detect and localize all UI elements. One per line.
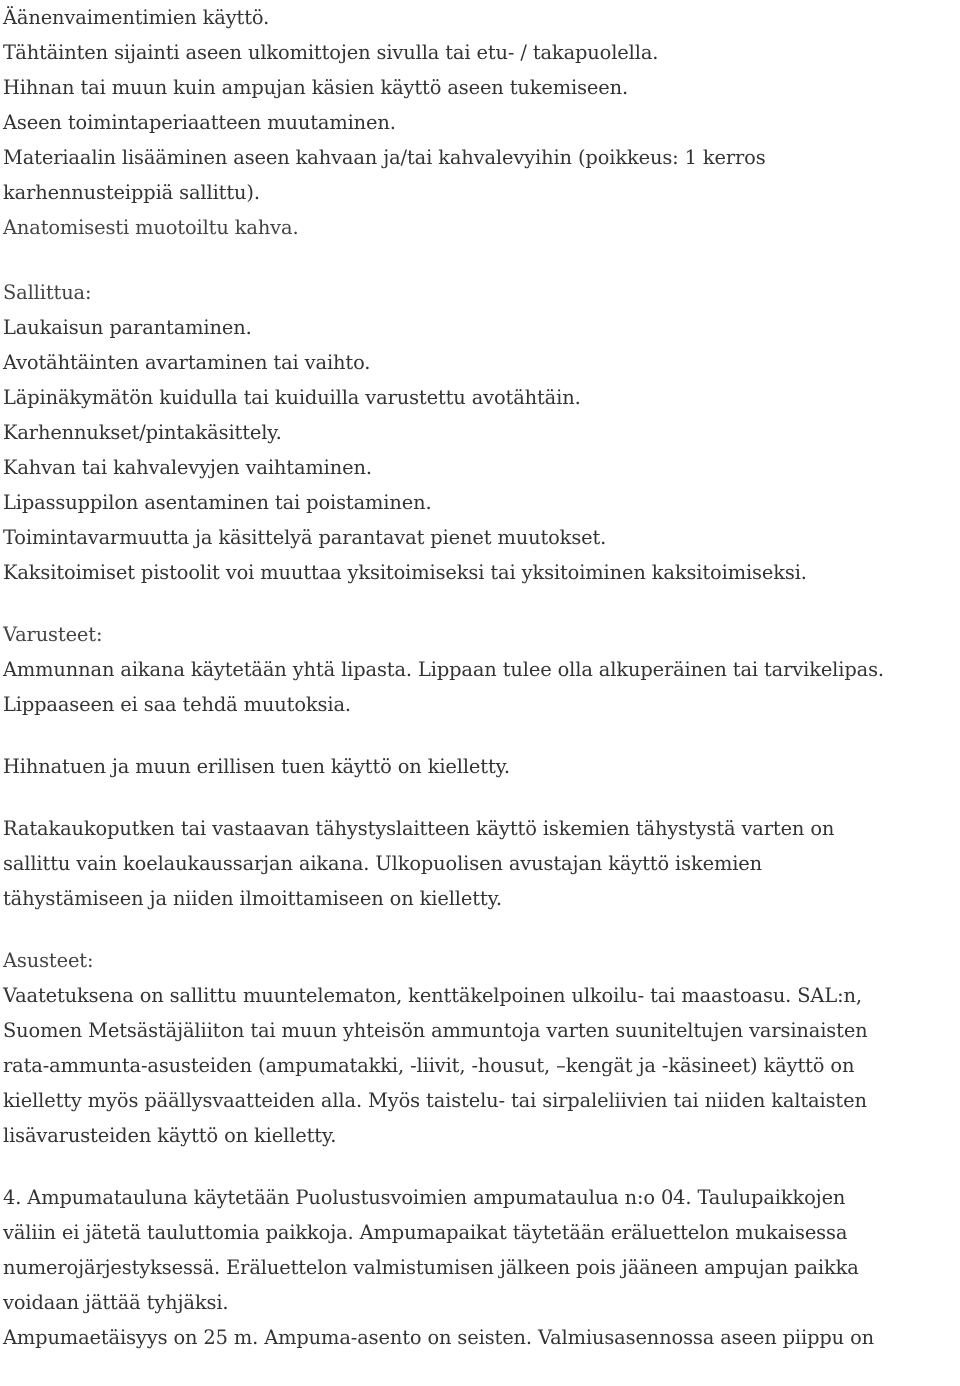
paragraph-line: 4. Ampumatauluna käytetään Puolustusvoimien ampumataulua n:o 04. Taulupaikkojen: [3, 1186, 846, 1209]
spotting-rule-paragraph: [3, 811, 959, 916]
equipment-line: Ammunnan aikana käytetään yhtä lipasta. Lippaan tulee olla alkuperäinen tai tarvikelipas.: [3, 658, 884, 681]
clothing-line: lisävarusteiden käyttö on kielletty.: [3, 1124, 337, 1147]
paragraph-line: sallittu vain koelaukaussarjan aikana. Ulkopuolisen avustajan käyttö iskemien: [3, 852, 763, 875]
document-body: [3, 0, 959, 1355]
equipment-section: [3, 617, 959, 722]
restriction-line: Aseen toimintaperiaatteen muutaminen.: [3, 111, 396, 134]
restriction-line: Hihnan tai muun kuin ampujan käsien käyttö aseen tukemiseen.: [3, 76, 629, 99]
paragraph-line: numerojärjestyksessä. Eräluettelon valmistumisen jälkeen pois jääneen ampujan paikka: [3, 1256, 859, 1279]
strap-rule-paragraph: [3, 749, 959, 784]
clothing-line: kielletty myös päällysvaatteiden alla. Myös taistelu- tai sirpaleliivien tai niiden kaltaisten: [3, 1089, 867, 1112]
paragraph-line: Hihnatuen ja muun erillisen tuen käyttö on kielletty.: [3, 755, 510, 778]
section-heading: Varusteet:: [3, 623, 103, 646]
paragraph-line: Ratakaukoputken tai vastaavan tähystyslaitteen käyttö iskemien tähystystä varten on: [3, 817, 835, 840]
clothing-line: rata-ammunta-asusteiden (ampumatakki, -liivit, -housut, –kengät ja -käsineet) käyttö on: [3, 1054, 855, 1077]
clothing-line: Suomen Metsästäjäliiton tai muun yhteisön ammuntoja varten suuniteltujen varsinaisten: [3, 1019, 868, 1042]
restriction-line: Materiaalin lisääminen aseen kahvaan ja/tai kahvalevyihin (poikkeus: 1 kerros: [3, 146, 766, 169]
allowed-line: Avotähtäinten avartaminen tai vaihto.: [3, 351, 371, 374]
allowed-line: Karhennukset/pintakäsittely.: [3, 421, 282, 444]
paragraph-line: tähystämiseen ja niiden ilmoittamiseen on kielletty.: [3, 887, 502, 910]
clothing-section: [3, 943, 959, 1153]
allowed-line: Laukaisun parantaminen.: [3, 316, 252, 339]
restriction-line: Tähtäinten sijainti aseen ulkomittojen sivulla tai etu- / takapuolella.: [3, 41, 659, 64]
paragraph-line: voidaan jättää tyhjäksi.: [3, 1291, 229, 1314]
paragraph-line: Ampumaetäisyys on 25 m. Ampuma-asento on seisten. Valmiusasennossa aseen piippu on: [3, 1326, 875, 1349]
paragraph-line: väliin ei jätetä tauluttomia paikkoja. Ampumapaikat täytetään eräluettelon mukaisessa: [3, 1221, 848, 1244]
equipment-line: Lippaaseen ei saa tehdä muutoksia.: [3, 693, 351, 716]
target-paragraph: [3, 1180, 959, 1355]
restriction-line: karhennusteippiä sallittu).: [3, 181, 260, 204]
allowed-line: Toimintavarmuutta ja käsittelyä parantavat pienet muutokset.: [3, 526, 607, 549]
allowed-section: [3, 275, 959, 590]
allowed-line: Kaksitoimiset pistoolit voi muuttaa yksitoimiseksi tai yksitoiminen kaksitoimiseksi.: [3, 561, 807, 584]
restriction-line: Anatomisesti muotoiltu kahva.: [3, 216, 299, 239]
allowed-line: Läpinäkymätön kuidulla tai kuiduilla varustettu avotähtäin.: [3, 386, 581, 409]
clothing-line: Vaatetuksena on sallittu muuntelematon, kenttäkelpoinen ulkoilu- tai maastoasu. SAL:n,: [3, 984, 862, 1007]
section-heading: Asusteet:: [3, 949, 94, 972]
allowed-line: Lipassuppilon asentaminen tai poistaminen.: [3, 491, 432, 514]
restrictions-list: [3, 0, 959, 245]
restriction-line: Äänenvaimentimien käyttö.: [3, 6, 270, 29]
allowed-line: Kahvan tai kahvalevyjen vaihtaminen.: [3, 456, 372, 479]
section-heading: Sallittua:: [3, 281, 92, 304]
